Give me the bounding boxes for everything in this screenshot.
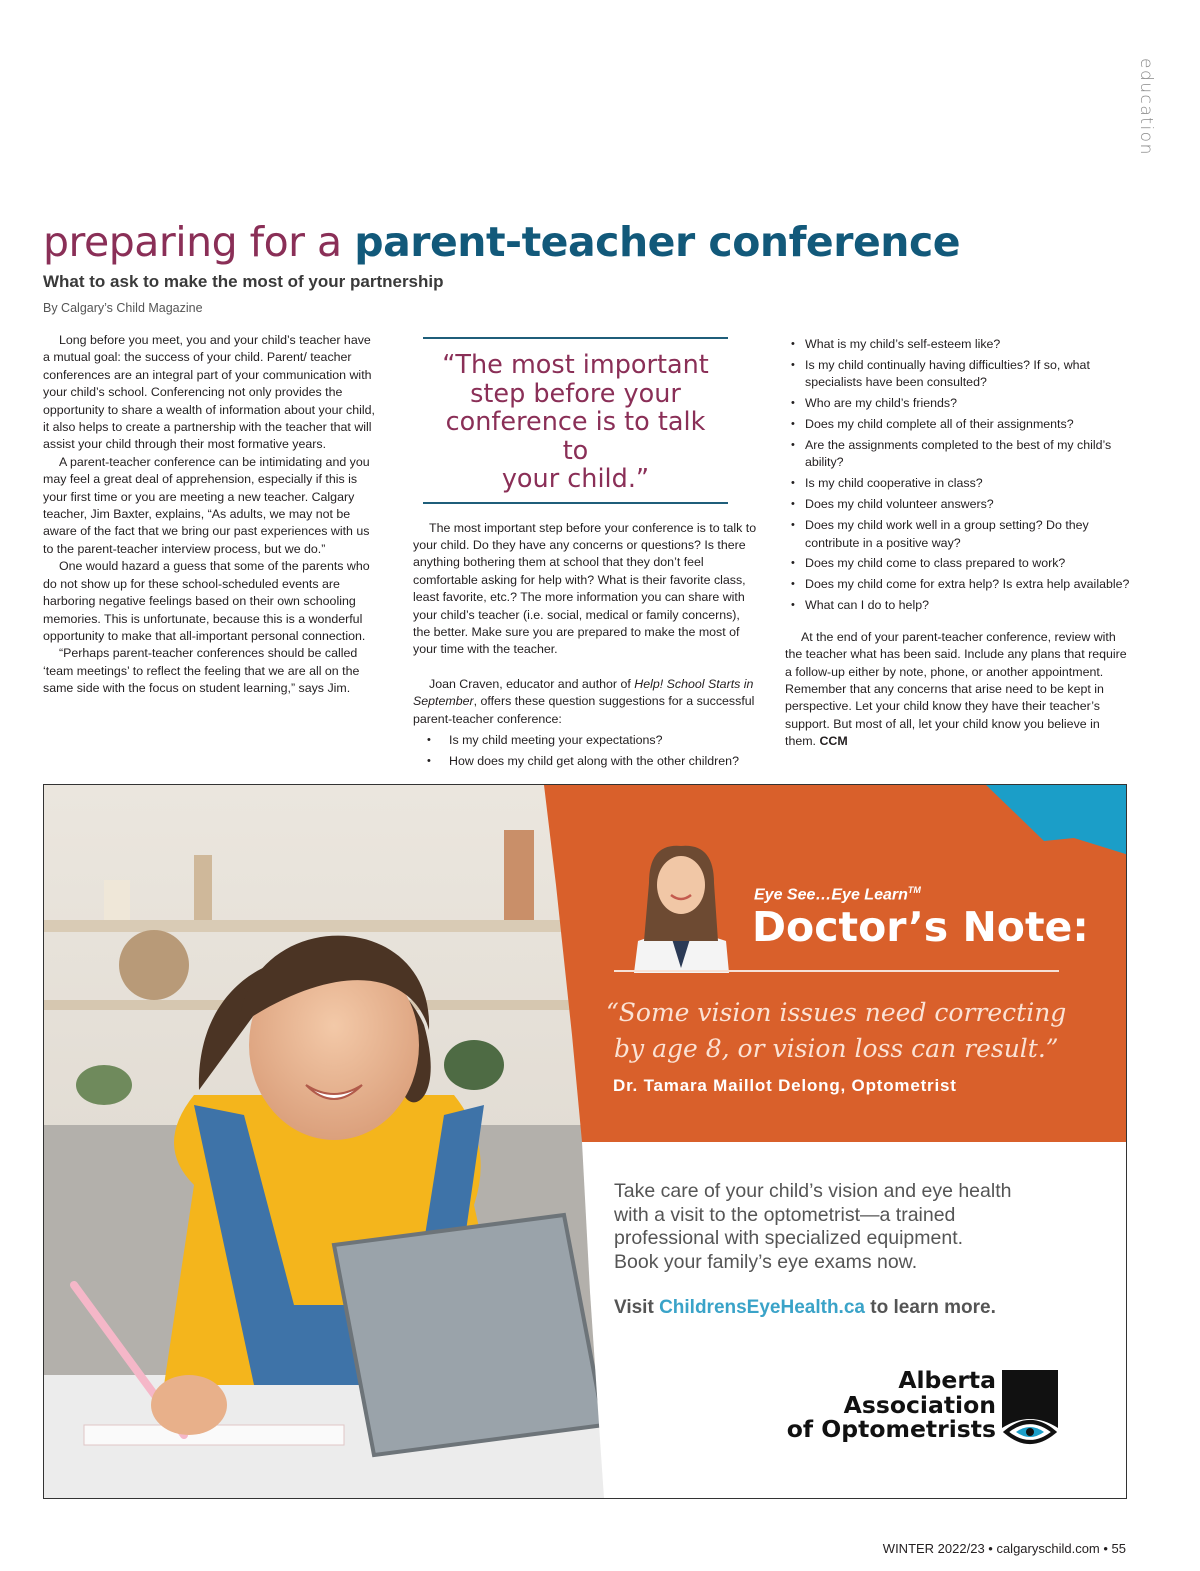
article-subtitle: What to ask to make the most of your partnership [43, 272, 444, 291]
list-item: • What can I do to help? [785, 597, 1130, 614]
section-tag: education [1136, 58, 1156, 156]
list-item: • Is my child cooperative in class? [785, 475, 1130, 492]
title-bold: parent-teacher conference [354, 218, 961, 266]
list-item: • Does my child work well in a group setting? Do they contribute in a positive way? [785, 517, 1130, 552]
ad-body-line: Take care of your child’s vision and eye health [614, 1180, 1012, 1202]
para-text: , offers these question suggestions for a successful parent-teacher conference: [413, 694, 755, 726]
ad-body-line: Book your family’s eye exams now. [614, 1250, 918, 1273]
ad-visit-line [614, 1297, 996, 1319]
article-title [43, 218, 960, 266]
column-3 [785, 332, 1130, 751]
pull-quote [423, 337, 728, 504]
visit-pre: Visit [614, 1297, 660, 1318]
list-item: • What is my child’s self-esteem like? [785, 336, 1130, 353]
column-2 [413, 332, 758, 774]
website-link[interactable]: ChildrensEyeHealth.ca [659, 1297, 865, 1318]
list-item: • Does my child come to class prepared to work? [785, 555, 1130, 572]
paragraph: Long before you meet, you and your child’s teacher have a mutual goal: the success of your child. Parent/ teacher conferences are an integral part of your communication with your child’s school. Conferencing not only provides the opportunity to share a wealth of information about your child, it also helps to create a partnership with the teacher that will assist your child through their most formative years. [43, 333, 375, 452]
list-item: • Are the assignments completed to the best of my child’s ability? [785, 437, 1130, 472]
paragraph: A parent-teacher conference can be intimidating and you may feel a great deal of apprehension, especially if this is your first time or you are meeting a new teacher. Calgary teacher, Jim Baxter, explains, “As adults, we may not be aware of the fact that we bring our past experiences with us to the parent-teacher interview process, but we do.” [43, 454, 370, 556]
list-item: • Does my child volunteer answers? [785, 496, 1130, 513]
list-item: • Who are my child’s friends? [785, 395, 1130, 412]
advertisement [43, 784, 1127, 1499]
list-item: • Does my child complete all of their assignments? [785, 416, 1130, 433]
doctor-portrait [614, 843, 749, 973]
para-text: Joan Craven, educator and author of [429, 676, 635, 691]
ad-attribution: Dr. Tamara Maillot Delong, Optometrist [613, 1076, 957, 1095]
trademark: TM [907, 885, 921, 895]
visit-post: to learn more. [864, 1297, 996, 1318]
title-light: preparing for a [43, 218, 355, 266]
pull-quote-line: step before your [470, 378, 681, 409]
ad-tagline [754, 885, 921, 904]
aao-logo-icon [1002, 1370, 1058, 1446]
tagline-text: Eye See…Eye Learn [754, 886, 908, 904]
pull-quote-line: “The most important [442, 350, 709, 380]
column-1 [43, 332, 377, 698]
closing-paragraph [785, 629, 1130, 751]
pull-quote-line: your child.” [501, 464, 650, 494]
org-line: Association [843, 1390, 996, 1419]
list-item: • Is my child continually having difficulties? If so, what specialists have been consulted? [785, 357, 1130, 392]
list-item: • How does my child get along with the other children? [413, 753, 758, 770]
signoff: CCM [819, 734, 848, 749]
list-item: • Does my child come for extra help? Is extra help available? [785, 576, 1130, 593]
organization-name [764, 1368, 996, 1442]
ad-body-line: with a visit to the optometrist—a trained [614, 1203, 956, 1226]
org-line: of Optometrists [786, 1415, 996, 1443]
pull-quote-line: conference is to talk to [445, 407, 706, 466]
question-list [413, 732, 758, 770]
paragraph: One would hazard a guess that some of the parents who do not show up for these school-scheduled events are harboring negative feelings based on their own schooling memories. This is unfortunate, because this is a wonderful opportunity to make that all-important personal connection. [43, 559, 370, 643]
list-item: • Is my child meeting your expectations? [413, 732, 758, 749]
ad-headline: Doctor’s Note: [752, 903, 1089, 951]
org-line: Alberta [898, 1366, 996, 1394]
ad-quote [606, 995, 1086, 1067]
paragraph [413, 676, 758, 728]
divider [614, 970, 1059, 972]
para-text: At the end of your parent-teacher conference, review with the teacher what has been said. Include any plans that require a follow-up either by note, phone, or another appointment. Remember that any concerns that arise need to be kept in perspective. Let your child know they have their teacher’s support. But most of all, let your child know you believe in them. [785, 629, 1127, 749]
paragraph: “Perhaps parent-teacher conferences should be called ‘team meetings’ to reflect the feeling that we are all on the same side with the focus on student learning,” says Jim. [43, 646, 360, 696]
book-title: Help! School Starts in September [413, 676, 754, 709]
ad-quote-line: by age 8, or vision loss can result.” [614, 1034, 1059, 1063]
question-list [785, 336, 1130, 615]
byline: By Calgary’s Child Magazine [43, 301, 203, 315]
paragraph: The most important step before your conference is to talk to your child. Do they have any concerns or questions? Is there anything bothering them at school that they don’t feel comfortable asking for help with? What is their favorite class, least favorite, etc.? The more information you can share with your child’s teacher (i.e. social, medical or family concerns), the better. Make sure you are prepared to make the most of your time with the teacher. [413, 520, 757, 657]
page-footer: WINTER 2022/23 • calgaryschild.com • 55 [882, 1541, 1126, 1556]
ad-body-line: professional with specialized equipment. [614, 1227, 964, 1249]
ad-body-text [614, 1180, 1054, 1274]
ad-quote-line: “Some vision issues need correcting [606, 998, 1067, 1027]
